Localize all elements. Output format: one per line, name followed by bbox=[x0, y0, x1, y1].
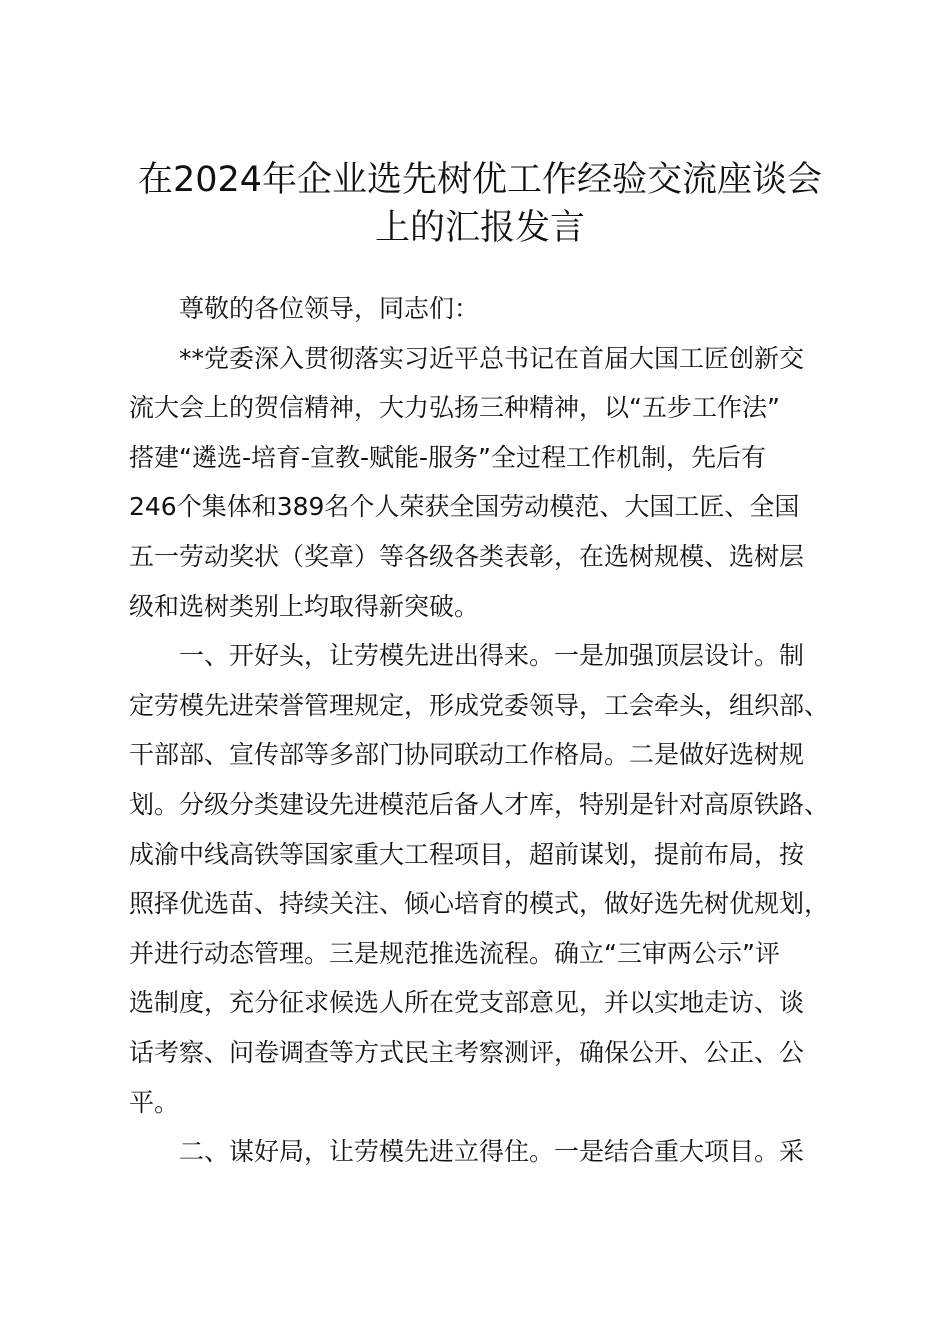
salutation-text: 尊敬的各位领导，同志们： bbox=[179, 294, 480, 323]
paragraph-line: 246个集体和389名个人荣获全国劳动模范、大国工匠、全国 bbox=[129, 492, 800, 522]
paragraph-line: 流大会上的贺信精神，大力弘扬三种精神，以“五步工作法” bbox=[129, 393, 780, 423]
paragraph-line: 成渝中线高铁等国家重大工程项目，超前谋划，提前布局，按 bbox=[129, 839, 805, 869]
paragraph-line: 二、谋好局，让劳模先进立得住。一是结合重大项目。采 bbox=[179, 1137, 805, 1167]
paragraph-line: 干部部、宣传部等多部门协同联动工作格局。二是做好选树规 bbox=[129, 740, 805, 770]
title-line-1: 在2024年企业选先树优工作经验交流座谈会 bbox=[137, 160, 823, 200]
document-title bbox=[100, 156, 860, 252]
paragraph-line: 照择优选苗、持续关注、倾心培育的模式，做好选先树优规划， bbox=[129, 889, 830, 919]
document-body bbox=[129, 284, 837, 1177]
paragraph-line: 定劳模先进荣誉管理规定，形成党委领导，工会牵头，组织部、 bbox=[129, 690, 830, 720]
salutation bbox=[129, 284, 837, 334]
paragraph-line: 平。 bbox=[129, 1087, 180, 1117]
paragraph-line: 选制度，充分征求候选人所在党支部意见，并以实地走访、谈 bbox=[129, 988, 805, 1018]
paragraph-line: 搭建“遴选-培育-宣教-赋能-服务”全过程工作机制，先后有 bbox=[129, 442, 766, 472]
paragraph-line: 五一劳动奖状（奖章）等各级各类表彰，在选树规模、选树层 bbox=[129, 541, 805, 571]
paragraph-line: **党委深入贯彻落实习近平总书记在首届大国工匠创新交 bbox=[179, 343, 805, 373]
paragraph-3 bbox=[129, 1127, 837, 1177]
paragraph-line: 划。分级分类建设先进模范后备人才库，特别是针对高原铁路、 bbox=[129, 789, 830, 819]
paragraph-line: 级和选树类别上均取得新突破。 bbox=[129, 591, 480, 621]
paragraph-line: 一、开好头，让劳模先进出得来。一是加强顶层设计。制 bbox=[179, 641, 805, 671]
paragraph-line: 并进行动态管理。三是规范推选流程。确立“三审两公示”评 bbox=[129, 938, 780, 968]
paragraph-line: 话考察、问卷调查等方式民主考察测评，确保公开、公正、公 bbox=[129, 1037, 805, 1067]
title-line-2: 上的汇报发言 bbox=[374, 208, 585, 248]
paragraph-2 bbox=[129, 631, 837, 1127]
paragraph-1 bbox=[129, 334, 837, 632]
